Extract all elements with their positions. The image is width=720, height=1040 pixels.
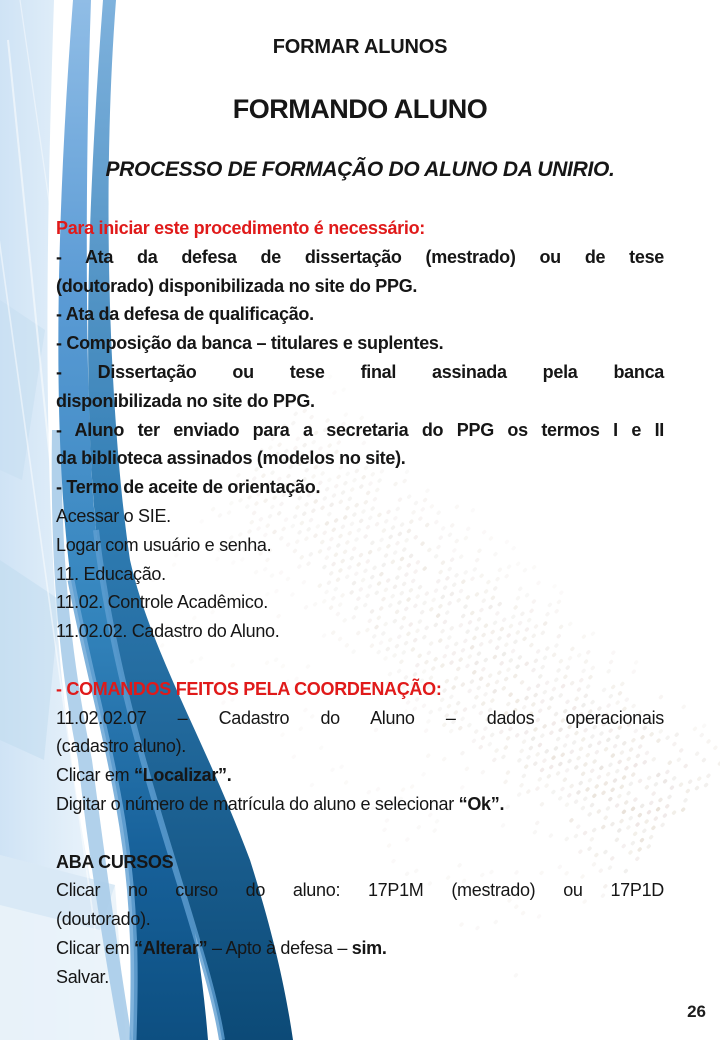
- text-segment: Acessar o SIE.: [56, 505, 171, 526]
- page-subtitle: FORMANDO ALUNO: [232, 94, 488, 124]
- text-segment: “Localizar”.: [134, 765, 232, 786]
- text-line: [56, 502, 664, 531]
- text-segment: disponibilizada no site do PPG.: [56, 390, 315, 411]
- slide-content: [56, 36, 664, 992]
- text-line: [56, 848, 664, 877]
- text-line: [56, 588, 664, 617]
- text-segment: – Apto à defesa –: [207, 937, 352, 958]
- text-line: [56, 646, 664, 675]
- page-number: 26: [687, 1002, 706, 1021]
- text-segment: - Composição da banca – titulares e suplentes.: [56, 333, 444, 354]
- text-segment: 11.02.02.07 – Cadastro do Aluno – dados operacionais: [56, 707, 664, 728]
- text-line: [56, 416, 664, 445]
- text-line: [56, 214, 664, 243]
- text-line: [56, 560, 664, 589]
- text-segment: 11.02. Controle Acadêmico.: [56, 592, 268, 613]
- text-line: [56, 531, 664, 560]
- text-line: [56, 732, 664, 761]
- text-segment: “Alterar”: [134, 937, 208, 958]
- text-line: [56, 876, 664, 905]
- text-segment: “Ok”.: [458, 793, 505, 814]
- text-line: [56, 329, 664, 358]
- text-segment: da biblioteca assinados (modelos no site).: [56, 448, 406, 469]
- text-segment: Clicar no curso do aluno: 17P1M (mestrado) ou 17P1D: [56, 880, 664, 901]
- text-line: [56, 819, 664, 848]
- text-line: [56, 243, 664, 272]
- text-segment: Digitar o número de matrícula do aluno e selecionar: [56, 793, 459, 814]
- text-segment: - Ata da defesa de dissertação (mestrado) ou de tese: [56, 246, 664, 267]
- text-line: [56, 617, 664, 646]
- text-line: [56, 934, 664, 963]
- text-segment: - Termo de aceite de orientação.: [56, 477, 321, 498]
- text-segment: Salvar.: [56, 966, 109, 987]
- text-line: [56, 473, 664, 502]
- text-line: [56, 675, 664, 704]
- text-line: [56, 300, 664, 329]
- text-segment: - Dissertação ou tese final assinada pela banca: [56, 361, 664, 382]
- text-segment: (doutorado) disponibilizada no site do PPG.: [56, 275, 418, 296]
- text-segment: - Aluno ter enviado para a secretaria do PPG os termos I e II: [56, 419, 664, 440]
- text-segment: Logar com usuário e senha.: [56, 534, 272, 555]
- text-segment: (doutorado).: [56, 909, 151, 930]
- text-line: [56, 704, 664, 733]
- text-segment: 11.02.02. Cadastro do Aluno.: [56, 621, 280, 642]
- text-segment: Clicar em: [56, 937, 135, 958]
- text-segment: (cadastro aluno).: [56, 736, 186, 757]
- text-segment: sim.: [351, 937, 387, 958]
- text-segment: - Ata da defesa de qualificação.: [56, 304, 314, 325]
- text-line: [56, 387, 664, 416]
- text-line: [56, 963, 664, 992]
- slide-body-lines: [56, 214, 664, 992]
- text-segment: Para iniciar este procedimento é necessário:: [56, 218, 425, 238]
- text-line: [56, 272, 664, 301]
- text-segment: - COMANDOS FEITOS PELA COORDENAÇÃO:: [56, 678, 442, 699]
- text-line: [56, 358, 664, 387]
- text-segment: Clicar em: [56, 765, 135, 786]
- text-line: [56, 905, 664, 934]
- text-segment: ABA CURSOS: [56, 851, 174, 872]
- page-title: FORMAR ALUNOS: [272, 36, 448, 58]
- page-tagline: PROCESSO DE FORMAÇÃO DO ALUNO DA UNIRIO.: [105, 158, 615, 181]
- text-segment: 11. Educação.: [56, 563, 166, 584]
- text-line: [56, 790, 664, 819]
- text-line: [56, 761, 664, 790]
- text-line: [56, 444, 664, 473]
